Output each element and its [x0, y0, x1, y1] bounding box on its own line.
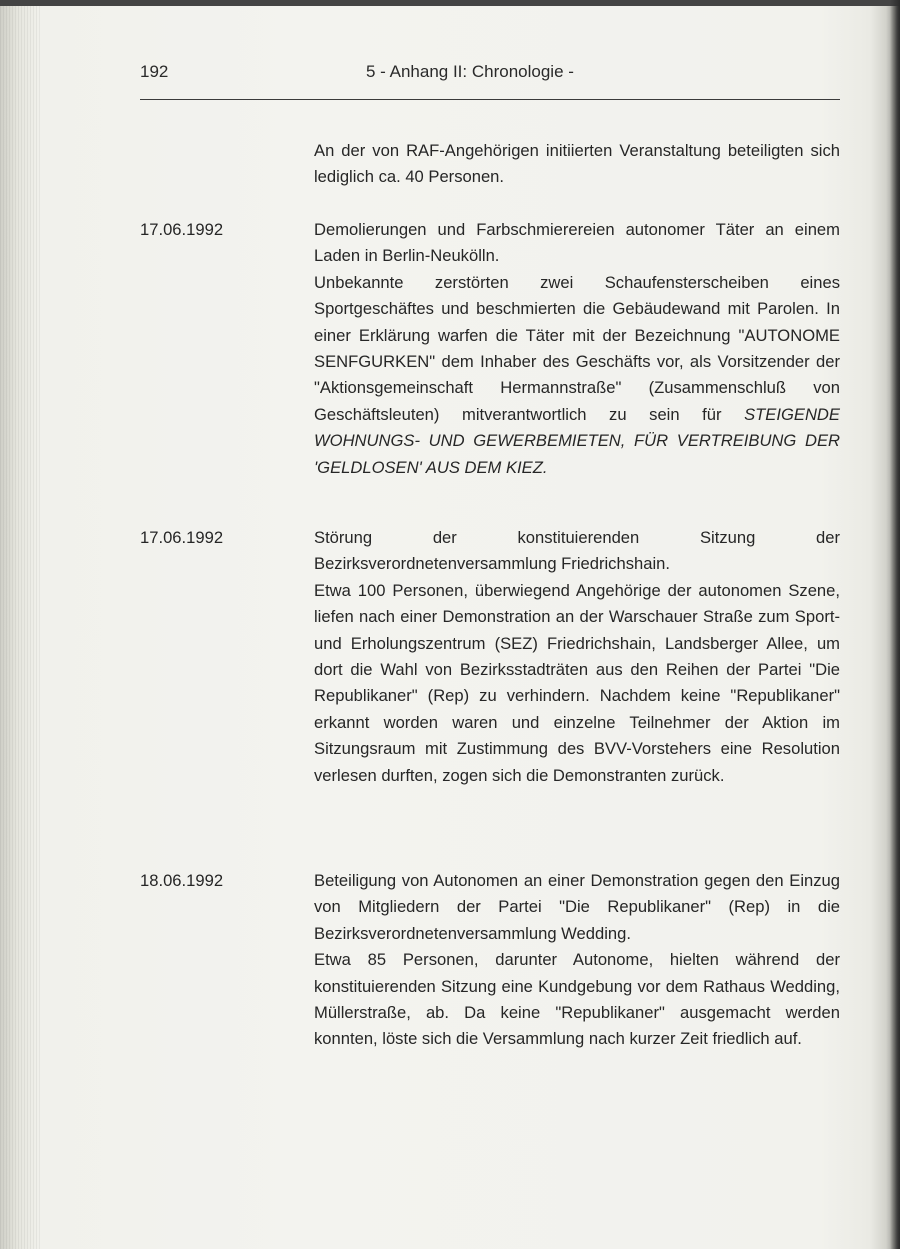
entry-date: 17.06.1992	[140, 528, 224, 547]
running-header	[140, 62, 840, 86]
book-spine-shadow	[890, 0, 900, 1249]
entry-body	[314, 525, 840, 789]
page-stack-edge	[0, 0, 40, 1249]
entry-paragraph-text: Unbekannte zerstörten zwei Schaufensterscheiben eines Sportgeschäftes und beschmierten die Gebäudewand mit Parolen. In einer Erklärung warfen die Täter mit der Bezeichnung "AUTONOME SENFGURKEN" dem Inhaber des Geschäfts vor, als Vorsitzender der "Aktionsgemeinschaft Hermannstraße" (Zusammenschluß von Geschäftsleuten) mitverantwortlich zu sein für	[314, 272, 840, 424]
entry-paragraph: Beteiligung von Autonomen an einer Demonstration gegen den Einzug von Mitgliedern der Partei "Die Republikaner" (Rep) in die Bezirksverordnetenversammlung Wedding.	[314, 871, 840, 943]
page-number: 192	[140, 62, 169, 81]
entry-body	[314, 217, 840, 481]
running-title: 5 - Anhang II: Chronologie -	[366, 62, 574, 81]
entry-body	[314, 868, 840, 1053]
entry-quote-italic: STEIGENDE WOHNUNGS- UND GEWERBEMIETEN, FÜR VERTREIBUNG DER 'GELDLOSEN' AUS DEM KIEZ.	[314, 404, 840, 477]
entry-paragraph: An der von RAF-Angehörigen initiierten Veranstaltung beteiligten sich lediglich ca. 40 Personen.	[314, 141, 840, 187]
entry-paragraph: Etwa 85 Personen, darunter Autonome, hielten während der konstituierenden Sitzung eine Kundgebung vor dem Rathaus Wedding, Müllerstraße, ab. Da keine "Republikaner" ausgemacht werden konnten, löste sich die Versammlung nach kurzer Zeit friedlich auf.	[314, 950, 840, 1049]
scan-top-edge	[0, 0, 900, 6]
entry-body	[314, 138, 840, 191]
entry-paragraph: Etwa 100 Personen, überwiegend Angehörige der autonomen Szene, liefen nach einer Demonstration an der Warschauer Straße zum Sport- und Erholungszentrum (SEZ) Friedrichshain, Landsberger Allee, um dort die Wahl von Bezirksstadträten aus den Reihen der Partei "Die Republikaner" (Rep) zu verhindern. Nachdem keine "Republikaner" erkannt worden waren und einzelne Teilnehmer der Aktion im Sitzungsraum mit Zustimmung des BVV-Vorstehers eine Resolution verlesen durften, zogen sich die Demonstranten zurück.	[314, 580, 840, 785]
entry-date: 17.06.1992	[140, 220, 224, 239]
entry-date: 18.06.1992	[140, 871, 224, 890]
entry-paragraph: Demolierungen und Farbschmierereien autonomer Täter an einem Laden in Berlin-Neukölln.	[314, 220, 840, 266]
entry-paragraph: Störung der konstituierenden Sitzung der Bezirksverordnetenversammlung Friedrichshain.	[314, 528, 840, 574]
entry-paragraph	[314, 270, 840, 481]
header-rule	[140, 99, 840, 100]
